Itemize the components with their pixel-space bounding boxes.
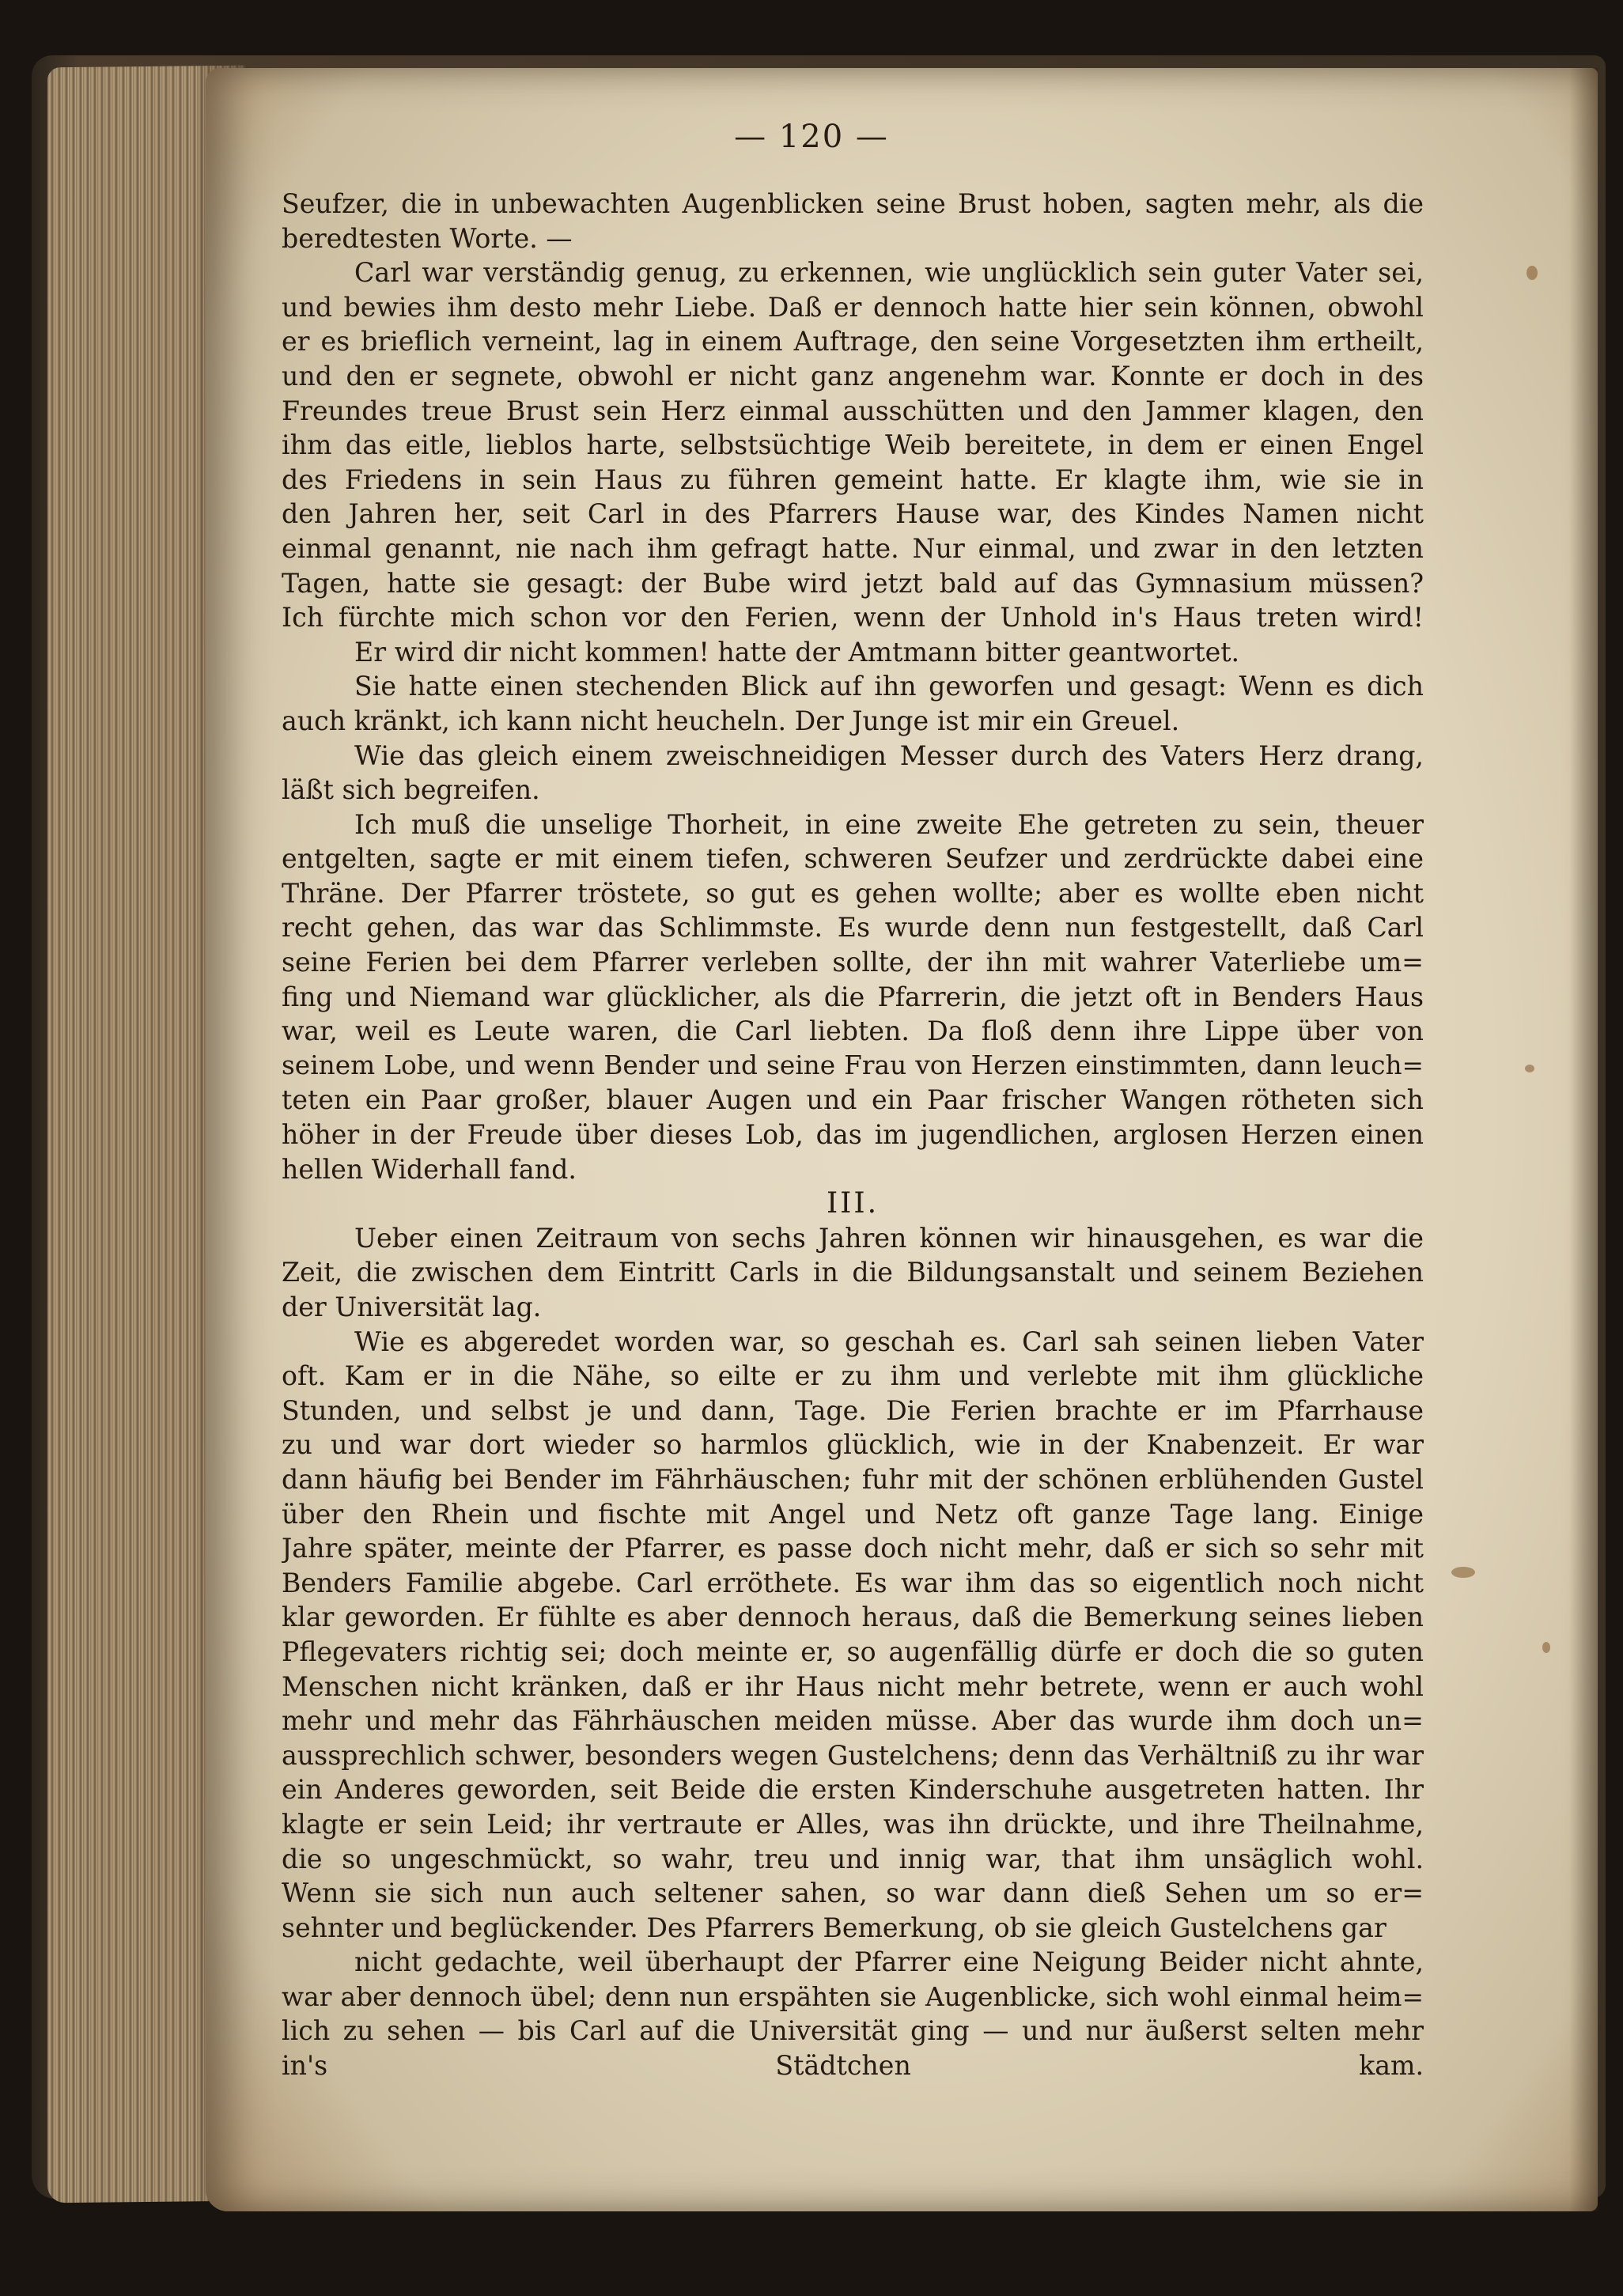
text-line: mehr und mehr das Fährhäuschen meiden müsse. Aber das wurde ihm doch un= (282, 1705, 1424, 1737)
text-line: Ich muß die unselige Thorheit, in eine zweite Ehe getreten zu sein, theuer (354, 808, 1424, 840)
text-line: klagte er sein Leid; ihr vertraute er Alles, was ihn drückte, und ihre Theilnahme, (282, 1808, 1424, 1840)
section-heading: III. (826, 1187, 880, 1220)
text-line: nicht gedachte, weil überhaupt der Pfarrer eine Neigung Beider nicht ahnte, (354, 1946, 1424, 1978)
text-line: und den er segnete, obwohl er nicht ganz angenehm war. Konnte er doch in des (282, 360, 1424, 391)
text-line: Wie das gleich einem zweischneidigen Messer durch des Vaters Herz drang, (354, 739, 1424, 771)
text-line: den Jahren her, seit Carl in des Pfarrers Hause war, des Kindes Namen nicht (282, 498, 1424, 530)
text-line: ein Anderes geworden, seit Beide die ersten Kinderschuhe ausgetreten hatten. Ihr (282, 1774, 1424, 1806)
text-line: Jahre später, meinte der Pfarrer, es passe doch nicht mehr, daß er sich so sehr mit (282, 1533, 1424, 1564)
text-line: lich zu sehen — bis Carl auf die Universität ging — und nur äußerst selten mehr (282, 2015, 1424, 2047)
text-line: war aber dennoch übel; denn nun erspähten sie Augenblicke, sich wohl einmal heim= (282, 1980, 1424, 2012)
text-line: Stunden, und selbst je und dann, Tage. Die Ferien brachte er im Pfarrhause (282, 1394, 1424, 1426)
text-line: in's Städtchen kam. (282, 2050, 1424, 2082)
text-line: Freundes treue Brust sein Herz einmal ausschütten und den Jammer klagen, den (282, 395, 1424, 426)
text-line: Zeit, die zwischen dem Eintritt Carls in die Bildungsanstalt und seinem Beziehen (282, 1257, 1424, 1288)
text-line: Ueber einen Zeitraum von sechs Jahren können wir hinausgehen, es war die (354, 1222, 1424, 1254)
text-line: läßt sich begreifen. (282, 774, 540, 806)
text-line: teten ein Paar großer, blauer Augen und ein Paar frischer Wangen rötheten sich (282, 1084, 1424, 1116)
foxing-stain (1542, 1642, 1550, 1653)
text-line (282, 2117, 1424, 2152)
page-number: — 120 — (734, 119, 889, 155)
text-line: Pflegevaters richtig sei; doch meinte er, so augenfällig dürfe er doch die so guten (282, 1636, 1424, 1667)
text-line: fing und Niemand war glücklicher, als die Pfarrerin, die jetzt oft in Benders Haus (282, 981, 1424, 1012)
text-line: der Universität lag. (282, 1292, 542, 1322)
text-line: dann häufig bei Bender im Fährhäuschen; fuhr mit der schönen erblühenden Gustel (282, 1463, 1424, 1495)
text-line: recht gehen, das war das Schlimmste. Es wurde denn nun festgestellt, daß Carl (282, 912, 1424, 944)
text-line: die so ungeschmückt, so wahr, treu und innig war, that ihm unsäglich wohl. (282, 1843, 1424, 1874)
foxing-stain (1451, 1567, 1475, 1578)
text-line: war, weil es Leute waren, die Carl liebten. Da floß denn ihre Lippe über von (282, 1016, 1424, 1047)
foxing-stain (1525, 1065, 1534, 1072)
text-line: Sie hatte einen stechenden Blick auf ihn geworfen und gesagt: Wenn es dich (354, 671, 1424, 702)
text-line: seinem Lobe, und wenn Bender und seine Frau von Herzen einstimmten, dann leuch= (282, 1050, 1424, 1080)
text-line: Er wird dir nicht kommen! hatte der Amtmann bitter geantwortet. (354, 636, 1240, 668)
text-line: hellen Widerhall fand. (282, 1153, 577, 1185)
text-line: oft. Kam er in die Nähe, so eilte er zu ihm und verlebte mit ihm glückliche (282, 1360, 1424, 1392)
text-line: Benders Familie abgebe. Carl erröthete. Es war ihm das so eigentlich noch nicht (282, 1567, 1424, 1598)
text-line: sehnter und beglückender. Des Pfarrers Bemerkung, ob sie gleich Gustelchens gar (282, 1912, 1387, 1943)
text-line: Thräne. Der Pfarrer tröstete, so gut es gehen wollte; aber es wollte eben nicht (282, 877, 1424, 909)
text-line (282, 2083, 1424, 2118)
body-text (282, 187, 1424, 2152)
text-line: Menschen nicht kränken, daß er ihr Haus nicht mehr betrete, wenn er auch wohl (282, 1670, 1424, 1702)
text-line: Ich fürchte mich schon vor den Ferien, wenn der Unhold in's Haus treten wird! (282, 602, 1424, 634)
text-line: aussprechlich schwer, besonders wegen Gustelchens; denn das Verhältniß zu ihr war (282, 1739, 1424, 1771)
text-line: über den Rhein und fischte mit Angel und Netz oft ganze Tage lang. Einige (282, 1498, 1424, 1530)
text-line: ihm das eitle, lieblos harte, selbstsüchtige Weib bereitete, in dem er einen Engel (282, 429, 1424, 461)
text-line: des Friedens in sein Haus zu führen gemeint hatte. Er klagte ihm, wie sie in (282, 463, 1424, 495)
text-line: einmal genannt, nie nach ihm gefragt hatte. Nur einmal, und zwar in den letzten (282, 532, 1424, 564)
text-line: er es brieflich verneint, lag in einem Auftrage, den seine Vorgesetzten ihm ertheilt, (282, 326, 1424, 357)
text-line: Seufzer, die in unbewachten Augenblicken seine Brust hoben, sagten mehr, als die (282, 188, 1424, 219)
text-line: höher in der Freude über dieses Lob, das im jugendlichen, arglosen Herzen einen (282, 1119, 1424, 1151)
foxing-stain (1527, 266, 1538, 280)
text-line: seine Ferien bei dem Pfarrer verleben sollte, der ihn mit wahrer Vaterliebe um= (282, 947, 1424, 978)
text-line: Wenn sie sich nun auch seltener sahen, so war dann dieß Sehen um so er= (282, 1878, 1424, 1909)
text-line: Carl war verständig genug, zu erkennen, wie unglücklich sein guter Vater sei, (354, 257, 1424, 289)
text-line: Wie es abgeredet worden war, so geschah es. Carl sah seinen lieben Vater (354, 1326, 1424, 1357)
text-line: zu und war dort wieder so harmlos glücklich, wie in der Knabenzeit. Er war (282, 1429, 1424, 1461)
text-line: Tagen, hatte sie gesagt: der Bube wird jetzt bald auf das Gymnasium müssen? (282, 567, 1424, 599)
text-line: und bewies ihm desto mehr Liebe. Daß er dennoch hatte hier sein können, obwohl (282, 291, 1424, 323)
text-line: auch kränkt, ich kann nicht heucheln. Der Junge ist mir ein Greuel. (282, 705, 1180, 736)
text-line: beredtesten Worte. — (282, 222, 573, 254)
text-line: klar geworden. Er fühlte es aber dennoch heraus, daß die Bemerkung seines lieben (282, 1602, 1424, 1633)
text-line: entgelten, sagte er mit einem tiefen, schweren Seufzer und zerdrückte dabei eine (282, 843, 1424, 875)
